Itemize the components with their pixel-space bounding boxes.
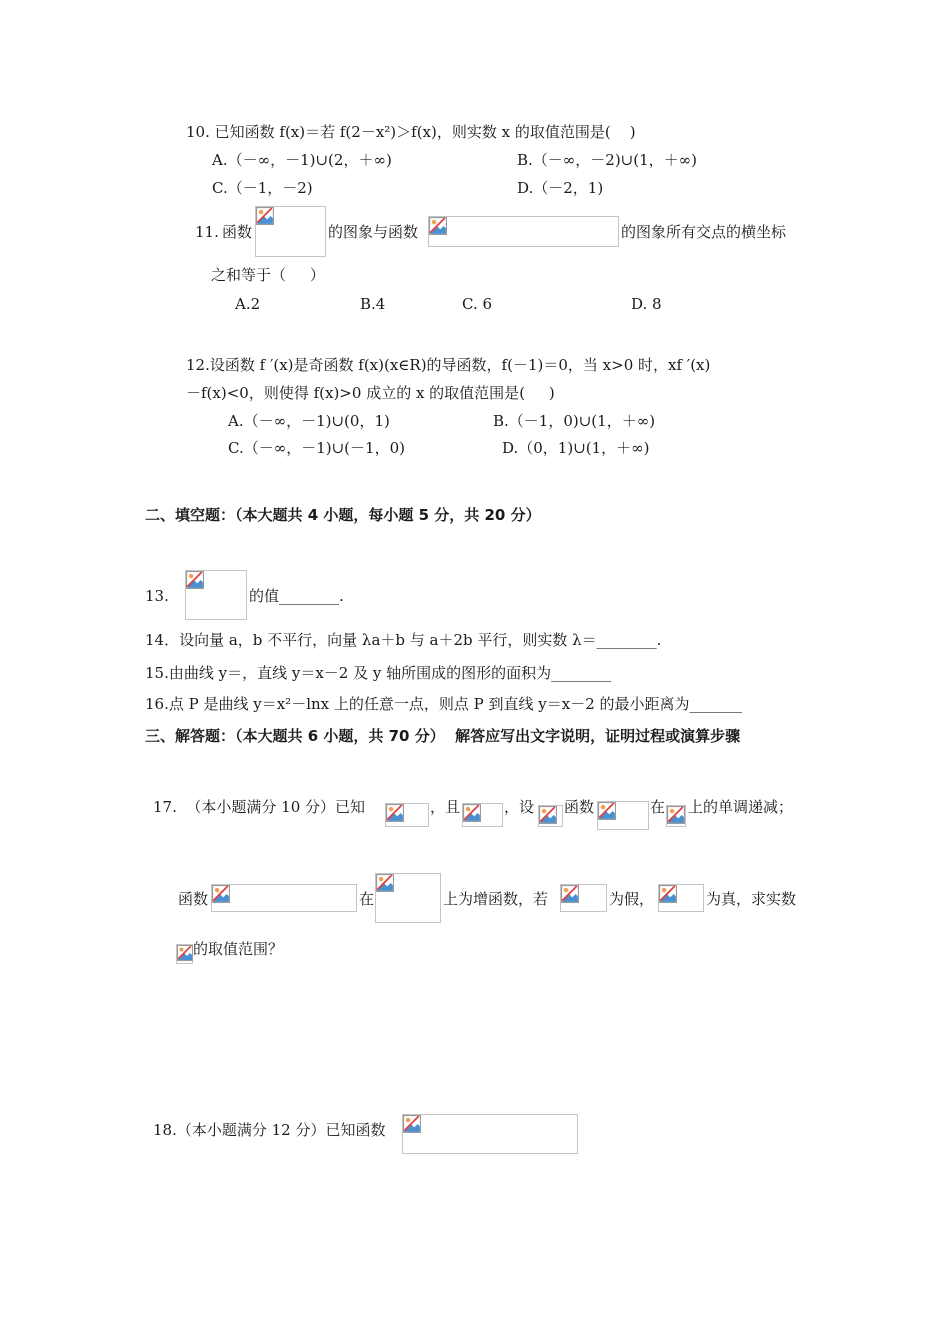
- formula-image-q17-q: [462, 803, 503, 827]
- formula-image-q17-variable: [176, 944, 193, 964]
- broken-image-icon: [659, 885, 677, 903]
- question-17-text-i: 上为增函数，若: [443, 890, 549, 908]
- formula-image-q17-p: [385, 803, 429, 827]
- question-10-option-c: C.（－1，－2): [212, 179, 313, 197]
- broken-image-icon: [376, 874, 394, 892]
- broken-image-icon: [177, 945, 193, 961]
- formula-image-q13: [185, 570, 247, 620]
- question-17-text-j: 为假，: [609, 890, 655, 908]
- question-10-option-b: B.（－∞，－2)∪(1，＋∞): [517, 151, 697, 169]
- question-12-option-a: A.（－∞，－1)∪(0，1): [228, 412, 390, 430]
- question-17-text-g: 函数: [178, 890, 209, 908]
- question-12-line-2: －f(x)<0，则使得 f(x)>0 成立的 x 的取值范围是( ): [186, 384, 555, 402]
- question-16: 16.点 P 是曲线 y＝x²－lnx 上的任意一点，则点 P 到直线 y＝x－2 的最小距离为_______: [145, 695, 743, 713]
- formula-image-q17-and: [560, 884, 607, 912]
- question-12-option-b: B.（－1，0)∪(1，＋∞): [493, 412, 656, 430]
- question-15: 15.由曲线 y＝，直线 y＝x－2 及 y 轴所围成的图形的面积为________: [145, 664, 612, 682]
- question-18-text: 18.（本小题满分 12 分）已知函数: [153, 1121, 386, 1139]
- broken-image-icon: [463, 804, 481, 822]
- broken-image-icon: [539, 806, 557, 824]
- formula-image-q11-f: [255, 206, 326, 257]
- question-12-line-1: 12.设函数 f ′(x)是奇函数 f(x)(x∈R)的导函数，f(－1)＝0，当 x>0 时，xf ′(x): [186, 356, 711, 374]
- question-11-option-b: B.4: [360, 295, 386, 313]
- broken-image-icon: [403, 1115, 421, 1133]
- question-17-text-l: 的取值范围？: [193, 940, 284, 958]
- section-2-heading: 二、填空题：（本大题共 4 小题，每小题 5 分，共 20 分）: [145, 506, 541, 524]
- question-11-option-c: C. 6: [462, 295, 493, 313]
- question-14: 14．设向量 a，b 不平行，向量 λa＋b 与 a＋2b 平行，则实数 λ＝________.: [145, 631, 662, 649]
- question-17-text-k: 为真，求实数: [706, 890, 797, 908]
- question-17-text-c: ，设: [504, 798, 535, 816]
- question-13-tail: 的值________.: [249, 587, 344, 605]
- question-17-text-f: 上的单调递减；: [688, 798, 794, 816]
- question-10-stem: 10. 已知函数 f(x)＝若 f(2－x²)＞f(x)，则实数 x 的取值范围是( ): [186, 123, 636, 141]
- question-17-text-h: 在: [359, 890, 375, 908]
- formula-image-q17-interval-2: [375, 873, 441, 923]
- question-11-text-1: 函数: [222, 223, 253, 241]
- broken-image-icon: [386, 804, 404, 822]
- question-17-text-b: ，且: [430, 798, 461, 816]
- question-17-text-a: 17. （本小题满分 10 分）已知: [153, 798, 366, 816]
- formula-image-q11-g: [428, 216, 619, 247]
- question-11-text-2: 的图象与函数: [328, 223, 419, 241]
- formula-image-q17-func: [597, 801, 649, 830]
- question-17-text-d: 函数: [564, 798, 595, 816]
- formula-image-q17-g: [211, 884, 357, 912]
- question-10-option-d: D.（－2，1): [517, 179, 604, 197]
- formula-image-q17-r: [538, 805, 563, 827]
- question-12-option-c: C.（－∞，－1)∪(－1，0): [228, 439, 405, 457]
- question-11-option-d: D. 8: [631, 295, 662, 313]
- question-11-number: 11.: [195, 223, 219, 241]
- question-11-option-a: A.2: [235, 295, 261, 313]
- question-11-text-4: 之和等于（ ）: [211, 266, 325, 284]
- section-3-heading: 三、解答题：（本大题共 6 小题，共 70 分） 解答应写出文字说明，证明过程或演算步骤: [145, 727, 741, 745]
- formula-image-q17-or: [658, 884, 704, 912]
- broken-image-icon: [561, 885, 579, 903]
- broken-image-icon: [429, 217, 447, 235]
- formula-image-q18-func: [402, 1114, 578, 1154]
- question-12-option-d: D.（0，1)∪(1，＋∞): [502, 439, 650, 457]
- formula-image-q17-interval: [666, 805, 686, 827]
- question-13-number: 13.: [145, 587, 169, 605]
- broken-image-icon: [667, 806, 685, 824]
- broken-image-icon: [256, 207, 274, 225]
- broken-image-icon: [186, 571, 204, 589]
- question-11-text-3: 的图象所有交点的横坐标: [621, 223, 787, 241]
- question-17-text-e: 在: [650, 798, 666, 816]
- broken-image-icon: [212, 885, 230, 903]
- question-10-option-a: A.（－∞，－1)∪(2，＋∞): [212, 151, 392, 169]
- broken-image-icon: [598, 802, 616, 820]
